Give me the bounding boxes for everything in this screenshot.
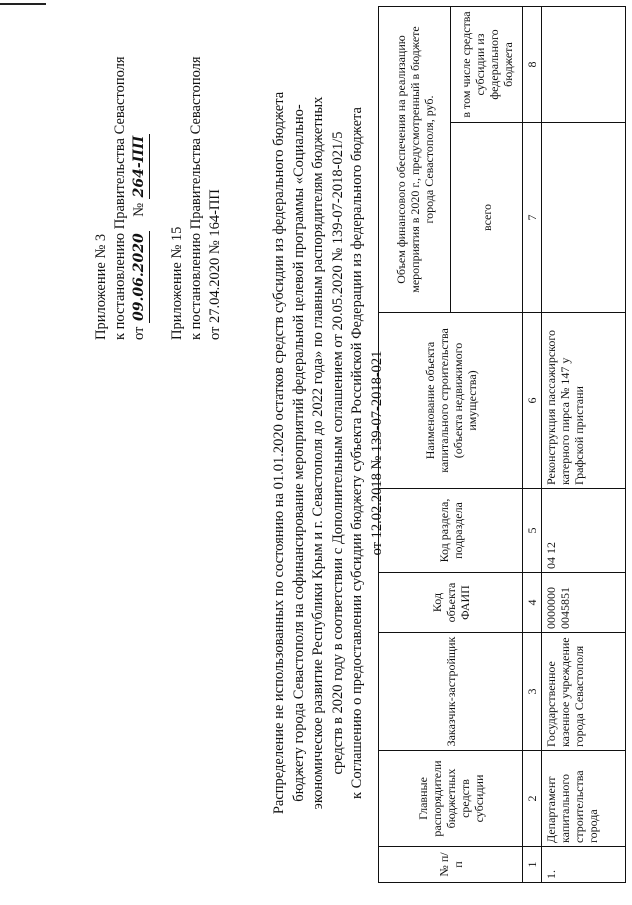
column-number-5: 5 bbox=[523, 489, 542, 573]
appendix-reference-line: к постановлению Правительства Севастополя bbox=[112, 56, 128, 340]
heading-line-3: экономическое развитие Республики Крым и г. Севастополя до 2022 года» по главным распорядителям бюджетных bbox=[310, 96, 326, 810]
row-object-name: Реконструкция пассажирского катерного пирса № 147 у Графской пристани bbox=[542, 313, 626, 489]
from-label: от bbox=[131, 326, 147, 340]
row-customer: Государственное казенное учреждение города Севастополя bbox=[542, 633, 626, 751]
column-number-7: 7 bbox=[523, 123, 542, 313]
heading-line-4: средств в 2020 году в соответствии с Дополнительным соглашением от 20.05.2020 № 139-07-2018-021/5 bbox=[329, 131, 346, 775]
heading-line-6: от 12.02.2018 № 139-07-2018-021 bbox=[368, 350, 385, 556]
appendix-date-line-2: от 27.04.2020 № 164-ПП bbox=[207, 189, 223, 340]
appendix-date-line bbox=[130, 10, 150, 340]
appendix-title-15: Приложение № 15 bbox=[169, 226, 185, 340]
column-number-6: 6 bbox=[523, 313, 542, 489]
column-number-3: 3 bbox=[523, 633, 542, 751]
header-faip-code: Код объекта ФАИП bbox=[379, 573, 523, 633]
header-customer: Заказчик-застройщик bbox=[379, 633, 523, 751]
heading-line-5: к Соглашению о предоставлении субсидии бюджету субъекта Российской Федерации из федерального бюджета bbox=[349, 107, 365, 799]
heading-line-2: бюджету города Севастополя на софинансирование мероприятий федеральной целевой программы «Социально- bbox=[290, 104, 307, 802]
header-total: всего bbox=[451, 123, 523, 313]
header-federal-subsidy: в том числе средства субсидии из федерального бюджета bbox=[451, 7, 523, 123]
appendix-title-3: Приложение № 3 bbox=[93, 233, 109, 340]
header-object-name: Наименование объекта капитального строительства (объекта недвижимого имущества) bbox=[379, 313, 523, 489]
appendix-block bbox=[92, 10, 225, 340]
column-number-2: 2 bbox=[523, 751, 542, 847]
header-funding-volume: Объем финансового обеспечения на реализацию мероприятия в 2020 г., предусмотренный в бюджете города Севастополя, руб. bbox=[379, 7, 451, 313]
row-federal bbox=[542, 7, 626, 123]
header-chief-administrators: Главные распорядители бюджетных средств субсидии bbox=[379, 751, 523, 847]
row-faip-code: 0000000 0045851 bbox=[542, 573, 626, 633]
row-total bbox=[542, 123, 626, 313]
column-number-8: 8 bbox=[523, 7, 542, 123]
number-label: № bbox=[131, 202, 147, 217]
header-num: № п/п bbox=[379, 847, 523, 883]
row-section-code: 04 12 bbox=[542, 489, 626, 573]
document-heading bbox=[270, 23, 387, 883]
row-chief-administrator: Департамент капитального строительства города bbox=[542, 751, 626, 847]
header-section-code: Код раздела, подраздела bbox=[379, 489, 523, 573]
distribution-table bbox=[378, 6, 626, 883]
column-number-1: 1 bbox=[523, 847, 542, 883]
handwritten-number: 264-ПП bbox=[130, 134, 150, 200]
heading-line-1: Распределение не использованных по состоянию на 01.01.2020 остатков средств субсидии из федерального бюджета bbox=[271, 91, 287, 815]
table-row bbox=[542, 7, 626, 883]
handwritten-date: 09.06.2020 bbox=[130, 231, 150, 323]
row-num: 1. bbox=[542, 847, 626, 883]
column-number-4: 4 bbox=[523, 573, 542, 633]
appendix-reference-line-2: к постановлению Правительства Севастополя bbox=[188, 56, 204, 340]
